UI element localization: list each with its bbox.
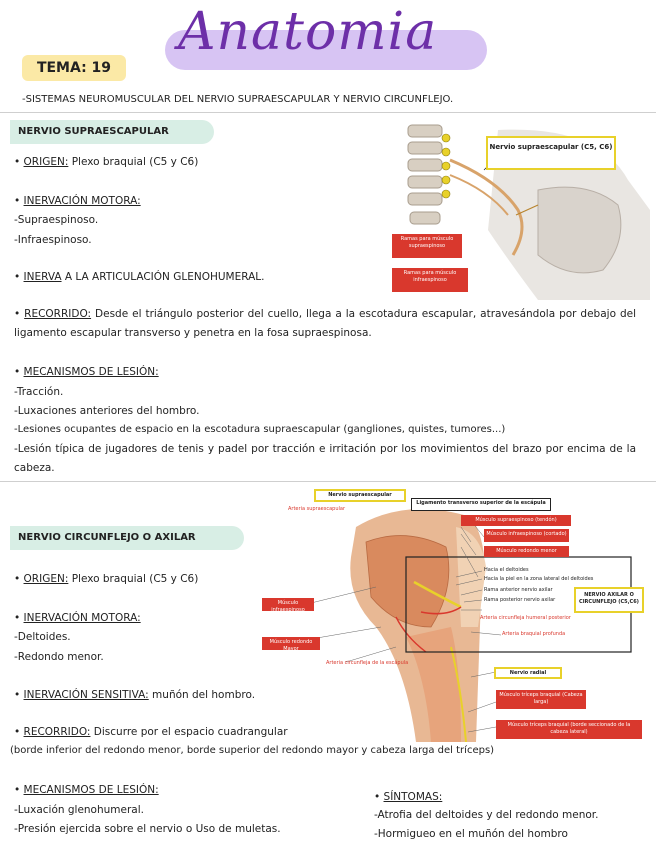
s2-sensitiva-label: INERVACIÓN SENSITIVA: [23,689,149,701]
page-subtitle: -SISTEMAS NEUROMUSCULAR DEL NERVIO SUPRAESCAPULAR Y NERVIO CIRCUNFLEJO. [22,94,454,105]
s2-motora: • INERVACIÓN MOTORA: [14,612,141,624]
label-supraespinoso: Músculo supraespinoso (tendón) [461,515,571,526]
label-arteria-braquial-profunda: Arteria braquial profunda [502,631,566,637]
s1-lesion: • MECANISMOS DE LESIÓN: [14,366,159,378]
callout-nervio-axilar: NERVIO AXILAR O CIRCUNFLEJO (C5,C6) [574,587,644,613]
s1-inerva-text: A LA ARTICULACIÓN GLENOHUMERAL. [61,271,265,283]
label-nervio-supraescapular: Nervio supraescapular [314,489,406,502]
s2-recorrido-text: Discurre por el espacio cuadrangular [90,726,288,738]
s2-sensitiva-text: muñón del hombro. [148,689,256,701]
label-ramas-supraespinoso: Ramas para músculo supraespinoso [392,234,462,258]
s2-lesion-label: MECANISMOS DE LESIÓN: [23,784,159,796]
label-infraespinoso: Músculo infraespinoso [262,598,314,611]
label-triceps-cabeza-lateral: Músculo tríceps braquial (borde seccionado de la cabeza lateral) [496,720,642,739]
s2-motora-item: -Redondo menor. [14,651,104,663]
label-nervio-radial: Nervio radial [494,667,562,679]
section-heading-supraescapular: NERVIO SUPRAESCAPULAR [10,120,214,144]
s2-origen-text: Plexo braquial (C5 y C6) [68,573,199,585]
s2-recorrido-label: RECORRIDO: [23,726,91,738]
s2-origen-label: ORIGEN: [23,573,69,585]
s1-origen-label: ORIGEN: [23,156,69,168]
callout-nervio-supraescapular: Nervio supraescapular (C5, C6) [486,136,616,170]
page-title: Anatomia [178,2,438,62]
s1-motora-item: -Supraespinoso. [14,214,99,226]
label-hacia-deltoides: Hacia el deltoides [484,567,529,573]
s1-lesion-label: MECANISMOS DE LESIÓN: [23,366,159,378]
label-rama-anterior: Rama anterior nervio axilar [484,587,553,593]
label-ramas-infraespinoso: Ramas para músculo infraespinoso [392,268,468,292]
s2-recorrido: • RECORRIDO: Discurre por el espacio cuadrangular [14,726,288,738]
s2-lesion: • MECANISMOS DE LESIÓN: [14,784,159,796]
label-infraespinoso-cortado: Músculo infraespinoso (cortado) [484,529,569,542]
figure-supraescapular [388,120,650,300]
s1-lesion-item: -Tracción. [14,386,64,398]
label-hacia-piel: Hacia la piel en la zona lateral del deltoides [484,576,594,582]
label-arteria-circunfleja-humeral: Arteria circunfleja humeral posterior [480,615,571,621]
s2-sintomas-item: -Atrofia del deltoides y del redondo menor. [374,809,599,821]
s1-motora-item: -Infraespinoso. [14,234,92,246]
s1-origen-text: Plexo braquial (C5 y C6) [68,156,199,168]
s2-lesion-item: -Presión ejercida sobre el nervio o Uso de muletas. [14,823,281,835]
s2-sintomas-label: SÍNTOMAS: [383,791,443,803]
s1-inerva: • INERVA A LA ARTICULACIÓN GLENOHUMERAL. [14,271,265,283]
s1-lesion-item: -Lesión típica de jugadores de tenis y padel por tracción e irritación por los movimientos del brazo por encima de la cabeza. [14,443,636,474]
tema-badge: TEMA: 19 [22,55,126,81]
s1-inerva-label: INERVA [23,271,62,283]
s1-motora: • INERVACIÓN MOTORA: [14,195,141,207]
s1-origen: • ORIGEN: Plexo braquial (C5 y C6) [14,156,199,168]
label-redondo-menor: Músculo redondo menor [484,546,569,557]
s1-recorrido: • RECORRIDO: Desde el triángulo posterior del cuello, llega a la escotadura escapular, atravesándola por debajo del ligamento escapular transverso y penetra en la fosa supraespinosa. [14,308,636,339]
posterior-shoulder-illustration [256,487,652,742]
s2-sensitiva: • INERVACIÓN SENSITIVA: muñón del hombro. [14,689,256,701]
s2-motora-label: INERVACIÓN MOTORA: [23,612,141,624]
section-heading-circunflejo: NERVIO CIRCUNFLEJO O AXILAR [10,526,244,550]
s2-recorrido-detail: (borde inferior del redondo menor, borde superior del redondo mayor y cabeza larga del tríceps) [10,745,495,756]
s1-lesion-item: -Lesiones ocupantes de espacio en la escotadura supraescapular (gangliones, quistes, tumores...) [14,424,506,435]
s2-origen: • ORIGEN: Plexo braquial (C5 y C6) [14,573,199,585]
figure-axilar [256,487,652,742]
s1-recorrido-label: RECORRIDO: [24,308,92,320]
label-redondo-mayor: Músculo redondo Mayor [262,637,320,650]
divider-top [0,112,656,113]
divider-middle [0,481,656,482]
s2-motora-item: -Deltoides. [14,631,71,643]
s1-lesion-item: -Luxaciones anteriores del hombro. [14,405,200,417]
s2-sintomas-item: -Hormigueo en el muñón del hombro [374,828,568,840]
label-rama-posterior: Rama posterior nervio axilar [484,597,556,603]
s2-lesion-item: -Luxación glenohumeral. [14,804,144,816]
label-triceps-cabeza-larga: Músculo tríceps braquial (Cabeza larga) [496,690,586,709]
s2-sintomas: • SÍNTOMAS: [374,791,443,803]
s1-recorrido-text: Desde el triángulo posterior del cuello, llega a la escotadura escapular, atravesándola por debajo del ligamento escapular transverso y penetra en la fosa supraespinosa. [14,308,636,339]
label-arteria-supraescapular: Arteria supraescapular [288,506,346,512]
label-ligamento-transverso: Ligamento transverso superior de la escápula [411,498,551,511]
s1-motora-label: INERVACIÓN MOTORA: [23,195,141,207]
label-arteria-circunfleja-escapula: Arteria circunfleja de la escápula [326,660,409,666]
